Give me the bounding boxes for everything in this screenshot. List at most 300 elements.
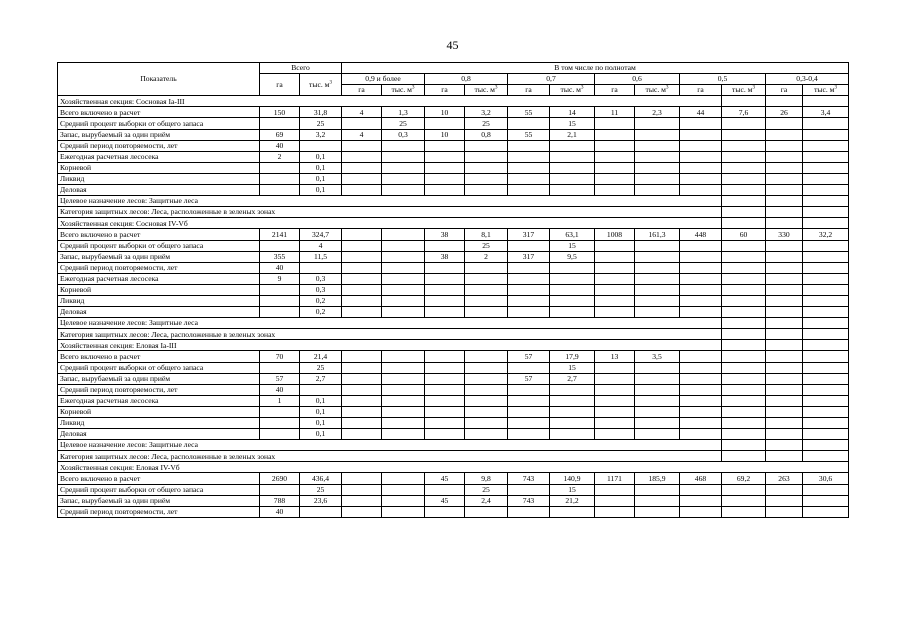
value-cell (260, 295, 300, 306)
value-cell (342, 185, 382, 196)
value-cell (465, 295, 508, 306)
value-cell (465, 506, 508, 517)
value-cell (766, 395, 803, 406)
value-cell (766, 373, 803, 384)
value-cell: 9,5 (550, 251, 595, 262)
value-cell (550, 185, 595, 196)
value-cell (803, 162, 849, 173)
table-row (58, 495, 849, 506)
section-row (58, 96, 849, 107)
table-row (58, 351, 849, 362)
value-cell (635, 118, 680, 129)
value-cell (342, 406, 382, 417)
empty-cell (766, 196, 803, 207)
value-cell (722, 395, 766, 406)
value-cell: 317 (508, 229, 550, 240)
value-cell: 57 (508, 351, 550, 362)
value-cell (508, 307, 550, 318)
value-cell: 0,1 (300, 395, 342, 406)
value-cell (260, 429, 300, 440)
value-cell (425, 162, 465, 173)
value-cell: 355 (260, 251, 300, 262)
value-cell (595, 185, 635, 196)
value-cell (635, 418, 680, 429)
value-cell: 55 (508, 129, 550, 140)
value-cell (382, 384, 425, 395)
value-cell (342, 484, 382, 495)
value-cell: 25 (300, 362, 342, 373)
value-cell (635, 406, 680, 417)
value-cell (803, 273, 849, 284)
value-cell (595, 362, 635, 373)
value-cell (803, 129, 849, 140)
section-label: Категория защитных лесов: Леса, расположенные в зеленых зонах (58, 207, 722, 218)
value-cell (803, 140, 849, 151)
value-cell (465, 429, 508, 440)
value-cell (680, 273, 722, 284)
value-cell (595, 429, 635, 440)
value-cell: 45 (425, 473, 465, 484)
value-cell (680, 173, 722, 184)
value-cell (635, 129, 680, 140)
value-cell: 1171 (595, 473, 635, 484)
value-cell (635, 262, 680, 273)
value-cell (803, 484, 849, 495)
value-cell (382, 262, 425, 273)
table-row (58, 173, 849, 184)
empty-cell (803, 218, 849, 229)
value-cell (635, 362, 680, 373)
value-cell (803, 118, 849, 129)
value-cell: 25 (465, 118, 508, 129)
value-cell (722, 173, 766, 184)
value-cell (766, 295, 803, 306)
value-cell (382, 373, 425, 384)
value-cell (382, 229, 425, 240)
value-cell (425, 484, 465, 495)
value-cell: 468 (680, 473, 722, 484)
value-cell (766, 262, 803, 273)
empty-cell (803, 340, 849, 351)
value-cell (260, 240, 300, 251)
value-cell: 40 (260, 140, 300, 151)
row-label: Запас, вырубаемый за один приём (58, 251, 260, 262)
value-cell: 0,3 (382, 129, 425, 140)
value-cell: 2 (260, 151, 300, 162)
value-cell (766, 129, 803, 140)
value-cell (508, 484, 550, 495)
value-cell (722, 495, 766, 506)
value-cell (680, 185, 722, 196)
value-cell (680, 129, 722, 140)
value-cell (803, 429, 849, 440)
value-cell: 31,8 (300, 107, 342, 118)
value-cell (342, 251, 382, 262)
value-cell (722, 151, 766, 162)
value-cell (803, 251, 849, 262)
section-label: Целевое назначение лесов: Защитные леса (58, 440, 722, 451)
value-cell (260, 307, 300, 318)
header-unit-volume: тыс. $м^3$ (465, 85, 508, 96)
value-cell: 1 (260, 395, 300, 406)
value-cell: 150 (260, 107, 300, 118)
value-cell: 0,1 (300, 418, 342, 429)
value-cell (803, 240, 849, 251)
value-cell: 3,2 (300, 129, 342, 140)
value-cell (680, 362, 722, 373)
value-cell (342, 395, 382, 406)
table-row (58, 284, 849, 295)
value-cell (382, 406, 425, 417)
value-cell (595, 173, 635, 184)
value-cell (595, 384, 635, 395)
value-cell (425, 173, 465, 184)
value-cell (508, 418, 550, 429)
value-cell: 3,5 (635, 351, 680, 362)
value-cell (680, 284, 722, 295)
value-cell (342, 140, 382, 151)
value-cell (635, 173, 680, 184)
value-cell (680, 162, 722, 173)
value-cell (722, 284, 766, 295)
value-cell: 15 (550, 118, 595, 129)
table-row (58, 129, 849, 140)
value-cell: 263 (766, 473, 803, 484)
value-cell (722, 373, 766, 384)
row-label: Корневой (58, 406, 260, 417)
value-cell (680, 495, 722, 506)
value-cell (722, 140, 766, 151)
value-cell (300, 262, 342, 273)
value-cell: 9,8 (465, 473, 508, 484)
value-cell (766, 495, 803, 506)
value-cell (508, 406, 550, 417)
table-row (58, 262, 849, 273)
value-cell (803, 373, 849, 384)
value-cell (425, 429, 465, 440)
header-indicator: Показатель (58, 63, 260, 96)
empty-cell (803, 207, 849, 218)
table-row (58, 240, 849, 251)
value-cell: 9 (260, 273, 300, 284)
value-cell (382, 284, 425, 295)
value-cell: 0,1 (300, 162, 342, 173)
value-cell (595, 484, 635, 495)
value-cell (342, 506, 382, 517)
value-cell (382, 251, 425, 262)
table-row (58, 506, 849, 517)
value-cell (635, 162, 680, 173)
value-cell (635, 384, 680, 395)
value-cell (766, 506, 803, 517)
value-cell (766, 284, 803, 295)
table-body (58, 96, 849, 518)
value-cell: 69,2 (722, 473, 766, 484)
value-cell (766, 240, 803, 251)
table-row (58, 273, 849, 284)
value-cell (550, 429, 595, 440)
value-cell (722, 418, 766, 429)
value-cell (595, 151, 635, 162)
value-cell (766, 118, 803, 129)
value-cell: 0,3 (300, 273, 342, 284)
value-cell (722, 295, 766, 306)
value-cell (342, 273, 382, 284)
value-cell (508, 295, 550, 306)
value-cell (508, 173, 550, 184)
value-cell: 0,1 (300, 185, 342, 196)
value-cell: 185,9 (635, 473, 680, 484)
value-cell (722, 362, 766, 373)
value-cell (595, 307, 635, 318)
value-cell (425, 240, 465, 251)
value-cell (722, 162, 766, 173)
value-cell (766, 418, 803, 429)
value-cell (508, 262, 550, 273)
value-cell (382, 418, 425, 429)
forest-allowance-table (57, 62, 849, 518)
value-cell (595, 295, 635, 306)
row-label: Средний период повторяемости, лет (58, 506, 260, 517)
value-cell (382, 151, 425, 162)
value-cell (425, 151, 465, 162)
value-cell (550, 162, 595, 173)
table-row (58, 362, 849, 373)
value-cell (595, 395, 635, 406)
table-row (58, 118, 849, 129)
row-label: Ежегодная расчетная лесосека (58, 151, 260, 162)
section-row (58, 207, 849, 218)
row-label: Запас, вырубаемый за один приём (58, 373, 260, 384)
value-cell (465, 418, 508, 429)
value-cell (260, 284, 300, 295)
value-cell: 25 (465, 240, 508, 251)
value-cell (465, 162, 508, 173)
section-row (58, 340, 849, 351)
row-label: Деловая (58, 185, 260, 196)
page-number: 45 (446, 38, 459, 52)
value-cell (550, 406, 595, 417)
value-cell (766, 484, 803, 495)
value-cell (595, 251, 635, 262)
value-cell (550, 273, 595, 284)
value-cell (766, 429, 803, 440)
value-cell (465, 151, 508, 162)
table-row (58, 185, 849, 196)
value-cell (766, 351, 803, 362)
value-cell (766, 406, 803, 417)
row-label: Средний процент выборки от общего запаса (58, 118, 260, 129)
value-cell (550, 418, 595, 429)
section-row (58, 329, 849, 340)
header-unit-ha: га (425, 85, 465, 96)
table-row (58, 406, 849, 417)
value-cell: 0,1 (300, 151, 342, 162)
value-cell (342, 295, 382, 306)
header-unit-volume: тыс. $м^3$ (722, 85, 766, 96)
value-cell (766, 162, 803, 173)
empty-cell (766, 318, 803, 329)
value-cell: 1,3 (382, 107, 425, 118)
value-cell: 26 (766, 107, 803, 118)
value-cell (680, 484, 722, 495)
header-unit-ha: га (508, 85, 550, 96)
header-density-group: 0,9 и более (342, 74, 425, 85)
value-cell (382, 295, 425, 306)
value-cell (803, 185, 849, 196)
value-cell (425, 262, 465, 273)
value-cell (766, 273, 803, 284)
empty-cell (766, 340, 803, 351)
value-cell (342, 162, 382, 173)
value-cell: 2,3 (635, 107, 680, 118)
header-unit-volume: тыс. $м^3$ (382, 85, 425, 96)
value-cell: 743 (508, 473, 550, 484)
section-label: Хозяйственная секция: Сосновая Ia-III (58, 96, 722, 107)
value-cell (635, 185, 680, 196)
row-label: Средний процент выборки от общего запаса (58, 484, 260, 495)
header-by-density: В том числе по полнотам (342, 63, 849, 74)
header-total-volume: тыс. $м^3$ (300, 74, 342, 96)
value-cell (382, 495, 425, 506)
value-cell (342, 384, 382, 395)
value-cell (425, 140, 465, 151)
value-cell (635, 506, 680, 517)
value-cell (382, 395, 425, 406)
value-cell (465, 395, 508, 406)
value-cell: 57 (260, 373, 300, 384)
value-cell (465, 173, 508, 184)
value-cell (550, 307, 595, 318)
row-label: Средний период повторяемости, лет (58, 384, 260, 395)
value-cell (635, 395, 680, 406)
value-cell (425, 395, 465, 406)
value-cell: 23,6 (300, 495, 342, 506)
value-cell (766, 173, 803, 184)
row-label: Всего включено в расчет (58, 351, 260, 362)
value-cell (803, 506, 849, 517)
row-label: Всего включено в расчет (58, 473, 260, 484)
value-cell (465, 185, 508, 196)
value-cell (465, 406, 508, 417)
value-cell: 317 (508, 251, 550, 262)
value-cell (766, 362, 803, 373)
empty-cell (722, 329, 766, 340)
value-cell: 0,8 (465, 129, 508, 140)
section-label: Хозяйственная секция: Еловая IV-Vб (58, 462, 849, 473)
value-cell: 2690 (260, 473, 300, 484)
value-cell (595, 373, 635, 384)
empty-cell (722, 440, 766, 451)
value-cell (766, 140, 803, 151)
row-label: Всего включено в расчет (58, 107, 260, 118)
value-cell: 3,4 (803, 107, 849, 118)
value-cell: 4 (300, 240, 342, 251)
value-cell (680, 118, 722, 129)
row-label: Корневой (58, 162, 260, 173)
value-cell (595, 240, 635, 251)
value-cell (465, 140, 508, 151)
value-cell: 4 (342, 107, 382, 118)
value-cell (722, 185, 766, 196)
value-cell: 1008 (595, 229, 635, 240)
value-cell (342, 418, 382, 429)
empty-cell (766, 440, 803, 451)
value-cell (680, 262, 722, 273)
table-row (58, 384, 849, 395)
row-label: Запас, вырубаемый за один приём (58, 495, 260, 506)
value-cell: 55 (508, 107, 550, 118)
value-cell: 448 (680, 229, 722, 240)
header-unit-volume: тыс. $м^3$ (635, 85, 680, 96)
value-cell (260, 118, 300, 129)
value-cell: 13 (595, 351, 635, 362)
value-cell: 11 (595, 107, 635, 118)
value-cell: 10 (425, 107, 465, 118)
value-cell (595, 418, 635, 429)
value-cell (300, 140, 342, 151)
header-density-group: 0,5 (680, 74, 766, 85)
empty-cell (766, 451, 803, 462)
value-cell (803, 284, 849, 295)
table-row (58, 484, 849, 495)
value-cell (635, 429, 680, 440)
value-cell (382, 484, 425, 495)
value-cell: 38 (425, 251, 465, 262)
table-row (58, 429, 849, 440)
value-cell (382, 240, 425, 251)
value-cell (803, 406, 849, 417)
value-cell (425, 373, 465, 384)
value-cell: 2,7 (550, 373, 595, 384)
value-cell (508, 384, 550, 395)
value-cell: 69 (260, 129, 300, 140)
value-cell: 40 (260, 262, 300, 273)
value-cell (766, 251, 803, 262)
value-cell (550, 284, 595, 295)
empty-cell (722, 318, 766, 329)
value-cell (595, 406, 635, 417)
value-cell (635, 495, 680, 506)
value-cell (803, 351, 849, 362)
row-label: Средний процент выборки от общего запаса (58, 240, 260, 251)
value-cell (595, 495, 635, 506)
section-label: Категория защитных лесов: Леса, расположенные в зеленых зонах (58, 451, 722, 462)
value-cell (680, 307, 722, 318)
value-cell (680, 240, 722, 251)
value-cell: 21,4 (300, 351, 342, 362)
value-cell (425, 185, 465, 196)
value-cell: 25 (300, 118, 342, 129)
value-cell (425, 351, 465, 362)
value-cell (508, 140, 550, 151)
header-unit-ha: га (680, 85, 722, 96)
value-cell (722, 484, 766, 495)
value-cell (680, 406, 722, 417)
row-label: Средний процент выборки от общего запаса (58, 362, 260, 373)
value-cell (382, 506, 425, 517)
header-density-group: 0,3-0,4 (766, 74, 849, 85)
section-row (58, 440, 849, 451)
value-cell: 2,1 (550, 129, 595, 140)
value-cell: 11,5 (300, 251, 342, 262)
value-cell (342, 284, 382, 295)
value-cell: 324,7 (300, 229, 342, 240)
value-cell (382, 351, 425, 362)
value-cell (342, 240, 382, 251)
value-cell (635, 484, 680, 495)
row-label: Ежегодная расчетная лесосека (58, 273, 260, 284)
